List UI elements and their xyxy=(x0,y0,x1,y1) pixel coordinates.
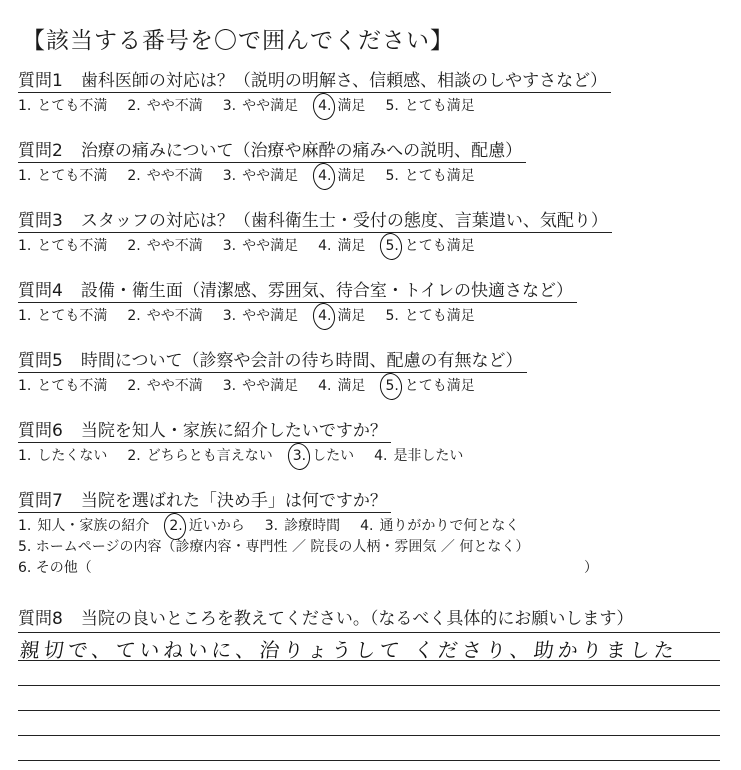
option-label: とても満足 xyxy=(404,168,475,184)
option-label: 満足 xyxy=(337,308,366,324)
option-2[interactable] xyxy=(127,237,202,256)
option-4[interactable] xyxy=(318,97,365,116)
option-number: 2. xyxy=(127,448,141,464)
option-label: やや満足 xyxy=(242,378,299,394)
option-4[interactable] xyxy=(360,517,519,536)
option-number: 1. xyxy=(18,518,32,534)
option-number: 5. xyxy=(385,308,399,324)
option-label: やや不満 xyxy=(146,378,203,394)
option-label: とても満足 xyxy=(404,378,475,394)
question-options xyxy=(18,377,718,396)
question-title xyxy=(18,350,527,373)
option-label: 満足 xyxy=(337,98,366,114)
question-5 xyxy=(18,350,718,396)
question-7-label: 質問7 xyxy=(18,491,63,511)
option-label: どちらとも言えない xyxy=(146,448,273,464)
option-2[interactable] xyxy=(169,517,244,536)
option-3[interactable] xyxy=(265,517,340,536)
question-3 xyxy=(18,210,718,256)
question-text: 設備・衛生面（清潔感、雰囲気、待合室・トイレの快適さなど） xyxy=(80,281,573,301)
option-1[interactable] xyxy=(18,97,107,116)
selection-circle xyxy=(311,162,337,192)
question-8-text: 当院の良いところを教えてください。（なるべく具体的にお願いします） xyxy=(80,609,634,629)
option-label: やや不満 xyxy=(146,98,203,114)
question-title xyxy=(18,420,391,443)
question-7-option-6[interactable] xyxy=(18,559,718,578)
option-number: 5. xyxy=(385,378,399,394)
question-title xyxy=(18,280,577,303)
option-number: 4. xyxy=(318,98,332,114)
option-number: 2. xyxy=(127,378,141,394)
option-5[interactable] xyxy=(385,307,474,326)
option-4[interactable] xyxy=(318,307,365,326)
option-4[interactable] xyxy=(318,167,365,186)
option-label: したい xyxy=(312,448,355,464)
selection-circle xyxy=(286,442,312,472)
question-label: 質問2 xyxy=(18,141,63,161)
question-label: 質問4 xyxy=(18,281,63,301)
option-number: 1. xyxy=(18,98,32,114)
selection-circle xyxy=(379,232,405,262)
option-label: 知人・家族の紹介 xyxy=(37,518,150,534)
option-number: 3. xyxy=(222,168,237,184)
option-number: 2. xyxy=(127,238,141,254)
option-1[interactable] xyxy=(18,307,107,326)
question-label: 質問3 xyxy=(18,211,63,231)
option-label: 診療時間 xyxy=(284,518,341,534)
option-4[interactable] xyxy=(318,237,365,256)
option-label: とても不満 xyxy=(37,378,108,394)
option-3[interactable] xyxy=(223,237,298,256)
option-5[interactable] xyxy=(385,97,474,116)
option-number: 5. xyxy=(385,168,399,184)
option-1[interactable] xyxy=(18,167,107,186)
option-label: やや不満 xyxy=(146,168,203,184)
answer-line xyxy=(18,760,720,761)
option-4[interactable] xyxy=(318,377,365,396)
question-7-text: 当院を選ばれた「決め手」は何ですか？ xyxy=(80,491,387,511)
option-label: やや満足 xyxy=(242,238,299,254)
option-label: やや満足 xyxy=(242,98,299,114)
option-4[interactable] xyxy=(374,447,463,466)
option-number: 3. xyxy=(264,518,279,534)
question-label: 質問1 xyxy=(18,71,63,91)
answer-line xyxy=(18,632,720,633)
option-label: 満足 xyxy=(337,168,366,184)
option-number: 4. xyxy=(318,308,332,324)
option-3[interactable] xyxy=(223,377,298,396)
option-label: 是非したい xyxy=(393,448,464,464)
option-number: 4. xyxy=(318,168,332,184)
option-number: 2. xyxy=(127,308,141,324)
question-label: 質問6 xyxy=(18,421,63,441)
option-2[interactable] xyxy=(127,97,202,116)
option-number: 4. xyxy=(374,448,388,464)
option-label: やや不満 xyxy=(146,238,203,254)
option-label: したくない xyxy=(37,448,108,464)
question-8-title xyxy=(18,608,637,630)
option-label: 通りがかりで何となく xyxy=(379,518,520,534)
option-number: 5. xyxy=(385,238,399,254)
option-1[interactable] xyxy=(18,517,149,536)
question-title xyxy=(18,70,611,93)
question-options xyxy=(18,447,718,466)
option-3[interactable] xyxy=(223,97,298,116)
question-1 xyxy=(18,70,718,116)
question-7 xyxy=(18,490,718,578)
option-number: 4. xyxy=(318,238,332,254)
question-options xyxy=(18,237,718,256)
selection-circle xyxy=(163,512,189,542)
option-number: 2. xyxy=(169,518,183,534)
question-title xyxy=(18,210,612,233)
option-label: とても満足 xyxy=(404,308,475,324)
option-2[interactable] xyxy=(127,307,202,326)
option-label: やや満足 xyxy=(242,168,299,184)
option-number: 5. xyxy=(385,98,399,114)
selection-circle xyxy=(379,372,405,402)
option-number: 3. xyxy=(222,98,237,114)
option-number: 3. xyxy=(292,448,307,464)
option-5[interactable] xyxy=(385,377,474,396)
question-text: スタッフの対応は？（歯科衛生士・受付の態度、言葉遣い、気配り） xyxy=(80,211,608,231)
selection-circle xyxy=(311,92,337,122)
answer-line xyxy=(18,710,720,711)
option-label: とても不満 xyxy=(37,238,108,254)
option-1[interactable] xyxy=(18,377,107,396)
question-2 xyxy=(18,140,718,186)
option-label: とても満足 xyxy=(404,98,475,114)
handwritten-answer[interactable]: 親切で、ていねいに、治りょうして くださり、助かりました xyxy=(18,638,680,662)
question-7-option-5[interactable]: 5. ホームページの内容（診療内容・専門性 ／ 院長の人柄・雰囲気 ／ 何となく） xyxy=(18,539,530,555)
question-text: 時間について（診察や会計の待ち時間、配慮の有無など） xyxy=(80,351,523,371)
option-label: とても不満 xyxy=(37,168,108,184)
option-3[interactable] xyxy=(223,307,298,326)
option-2[interactable] xyxy=(127,167,202,186)
question-7-option-6-close: ） xyxy=(584,560,598,576)
option-number: 4. xyxy=(360,518,374,534)
option-number: 2. xyxy=(127,168,141,184)
option-label: 満足 xyxy=(337,238,366,254)
question-8 xyxy=(18,608,718,630)
survey-header: 【該当する番号を〇で囲んでください】 xyxy=(22,28,454,54)
option-number: 2. xyxy=(127,98,141,114)
option-2[interactable] xyxy=(127,447,272,466)
option-3[interactable] xyxy=(223,167,298,186)
option-1[interactable] xyxy=(18,447,107,466)
option-3[interactable] xyxy=(293,447,354,466)
option-number: 1. xyxy=(18,308,32,324)
option-2[interactable] xyxy=(127,377,202,396)
question-options xyxy=(18,307,718,326)
question-7-options xyxy=(18,517,718,536)
answer-line xyxy=(18,685,720,686)
option-1[interactable] xyxy=(18,237,107,256)
option-label: とても不満 xyxy=(37,308,108,324)
selection-circle xyxy=(311,302,337,332)
answer-line xyxy=(18,735,720,736)
option-number: 1. xyxy=(18,238,32,254)
question-7-title xyxy=(18,490,391,513)
question-label: 質問5 xyxy=(18,351,63,371)
option-number: 1. xyxy=(18,378,32,394)
option-label: とても満足 xyxy=(404,238,475,254)
option-number: 3. xyxy=(222,308,237,324)
option-label: やや不満 xyxy=(146,308,203,324)
option-label: やや満足 xyxy=(242,308,299,324)
question-4 xyxy=(18,280,718,326)
option-number: 3. xyxy=(222,378,237,394)
option-label: 満足 xyxy=(337,378,366,394)
option-5[interactable] xyxy=(385,167,474,186)
question-6 xyxy=(18,420,718,466)
question-options xyxy=(18,97,718,116)
question-text: 歯科医師の対応は？（説明の明解さ、信頼感、相談のしやすさなど） xyxy=(80,71,608,91)
option-label: とても不満 xyxy=(37,98,108,114)
option-number: 3. xyxy=(222,238,237,254)
question-text: 当院を知人・家族に紹介したいですか？ xyxy=(80,421,387,441)
question-text: 治療の痛みについて（治療や麻酔の痛みへの説明、配慮） xyxy=(80,141,523,161)
question-8-label: 質問8 xyxy=(18,609,63,629)
question-title xyxy=(18,140,526,163)
option-number: 1. xyxy=(18,448,32,464)
option-label: 近いから xyxy=(188,518,245,534)
option-5[interactable] xyxy=(385,237,474,256)
question-options xyxy=(18,167,718,186)
question-7-option-6-label: 6. その他（ xyxy=(18,560,92,576)
option-number: 1. xyxy=(18,168,32,184)
option-number: 4. xyxy=(318,378,332,394)
